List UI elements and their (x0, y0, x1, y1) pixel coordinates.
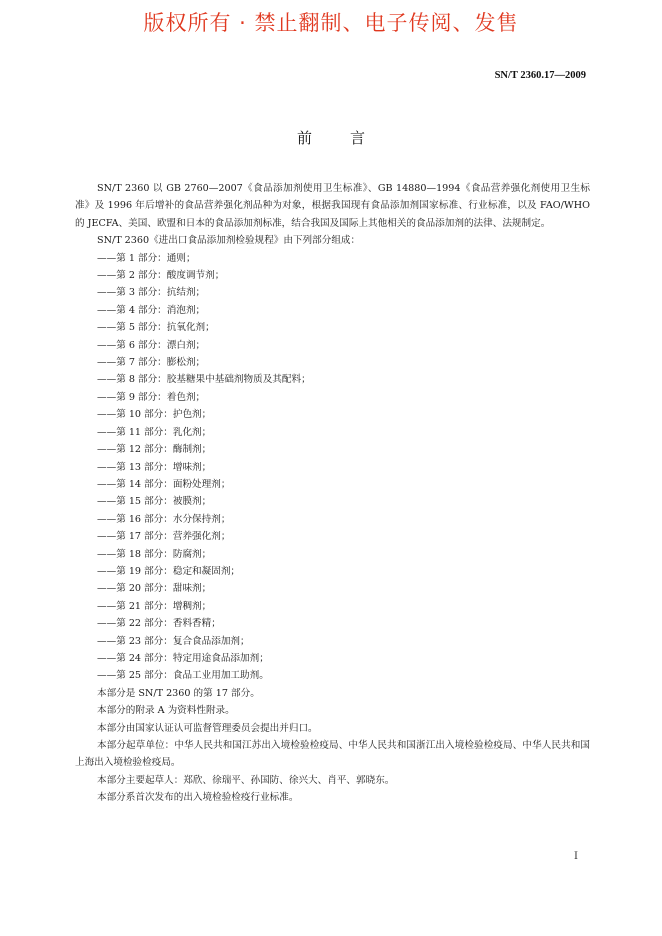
list-item: ——第 11 部分：乳化剂； (97, 426, 212, 438)
list-item: ——第 17 部分：营养强化剂； (97, 531, 231, 543)
standard-number: SN/T 2360.17—2009 (494, 70, 586, 81)
parts-list (75, 250, 590, 685)
list-item: ——第 16 部分：水分保持剂； (97, 513, 231, 525)
page-number: I (574, 851, 578, 862)
list-item: ——第 7 部分：膨松剂； (97, 357, 206, 369)
list-item: ——第 15 部分：被膜剂； (97, 496, 212, 508)
list-item: ——第 24 部分：特定用途食品添加剂； (97, 652, 269, 664)
copyright-watermark: 版权所有 · 禁止翻制、电子传阅、发售 (143, 11, 519, 35)
list-item: ——第 22 部分：香料香精； (97, 618, 221, 630)
closing-annex: 本部分的附录 A 为资料性附录。 (97, 705, 235, 717)
list-item: ——第 21 部分：增稠剂； (97, 600, 212, 612)
list-item: ——第 8 部分：胶基糖果中基础剂物质及其配料； (97, 374, 311, 386)
list-item: ——第 23 部分：复合食品添加剂； (97, 635, 250, 647)
list-item: ——第 12 部分：酶制剂； (97, 444, 212, 456)
list-item: ——第 13 部分：增味剂； (97, 461, 212, 473)
foreword-body (75, 180, 590, 807)
closing-first-release: 本部分系首次发布的出入境检验检疫行业标准。 (97, 792, 299, 804)
list-item: ——第 1 部分：通则； (97, 252, 196, 264)
closing-part-number: 本部分是 SN/T 2360 的第 17 部分。 (97, 687, 260, 699)
list-item: ——第 2 部分：酸度调节剂； (97, 270, 225, 282)
list-item: ——第 19 部分：稳定和凝固剂； (97, 565, 241, 577)
list-item: ——第 3 部分：抗结剂； (97, 287, 206, 299)
list-item: ——第 9 部分：着色剂； (97, 391, 206, 403)
list-item: ——第 20 部分：甜味剂； (97, 583, 212, 595)
closing-drafting-units: 本部分起草单位：中华人民共和国江苏出入境检验检疫局、中华人民共和国浙江出入境检验检疫局、中华人民共和国上海出入境检验检疫局。 (75, 740, 590, 769)
list-item: ——第 18 部分：防腐剂； (97, 548, 212, 560)
list-item: ——第 5 部分：抗氧化剂； (97, 322, 215, 334)
list-item: ——第 14 部分：面粉处理剂； (97, 478, 231, 490)
list-item: ——第 6 部分：漂白剂； (97, 339, 206, 351)
list-item: ——第 25 部分：食品工业用加工助剂。 (97, 670, 269, 682)
list-item: ——第 10 部分：护色剂； (97, 409, 212, 421)
intro-paragraph: SN/T 2360 以 GB 2760—2007《食品添加剂使用卫生标准》、GB 14880—1994《食品营养强化剂使用卫生标准》及 1996 年后增补的食品营养强化剂品种为对象，根据我国现有食品添加剂国家标准、行业标准，以及 FAO/WHO 的 JECFA、美国、欧盟和日本的食品添加剂标准，结合我国及国际上其他相关的食品添加剂的法律、法规制定。 (75, 183, 590, 229)
closing-proposer: 本部分由国家认证认可监督管理委员会提出并归口。 (97, 722, 318, 734)
composition-line: SN/T 2360《进出口食品添加剂检验规程》由下列部分组成： (97, 235, 361, 247)
closing-drafters: 本部分主要起草人：郑欣、徐瑞平、孙国防、徐兴大、肖平、郭晓东。 (97, 774, 395, 786)
list-item: ——第 4 部分：消泡剂； (97, 304, 206, 316)
page-title: 前言 (296, 129, 403, 147)
